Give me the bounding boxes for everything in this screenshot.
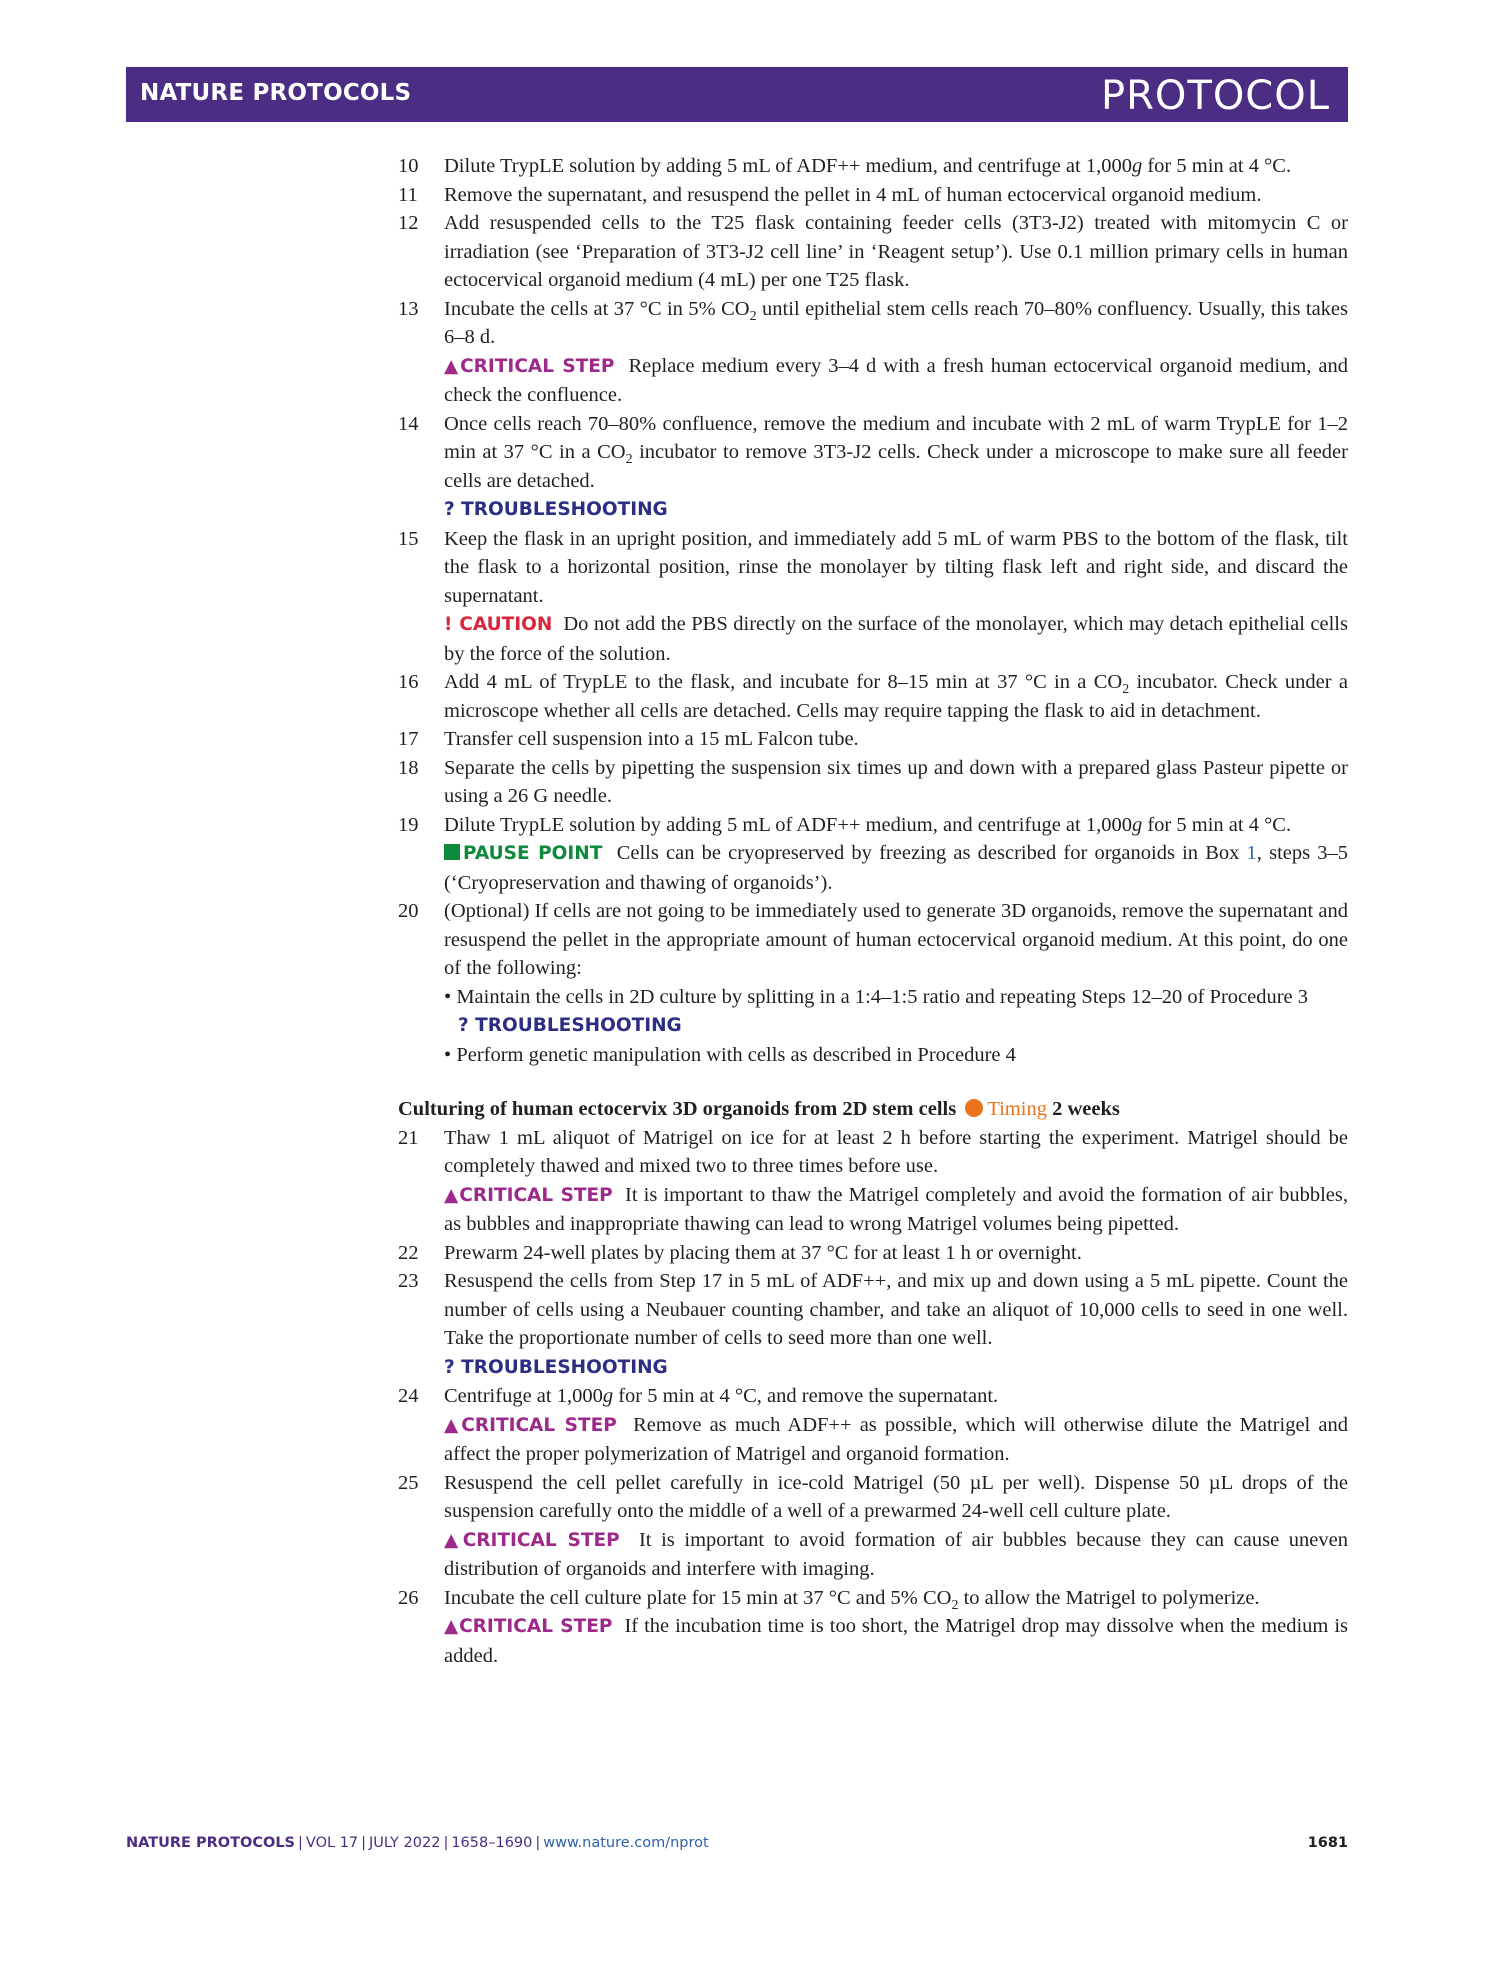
footer-volume: VOL 17: [305, 1835, 359, 1851]
critical-step-note: ▲CRITICAL STEP Replace medium every 3–4 d with a fresh human ectocervical organoid medium, and check the confluence.: [444, 354, 1349, 406]
step-14: 14 Once cells reach 70–80% confluence, remove the medium and incubate with 2 mL of warm TrypLE for 1–2 min at 37 °C in a $CO_2$ incubator to remove 3T3-J2 cells. Check under a microscope to make sure all feeder cells are detached. ? TROUBLESHOOTING: [398, 410, 1348, 525]
step-25: 25 Resuspend the cell pellet carefully in ice-cold Matrigel (50 µL per well). Dispense 50 µL drops of the suspension carefully onto the middle of a well of a prewarmed 24-well cell culture plate. ▲CRITICAL STEP It is important to avoid formation of air bubbles because they can cause uneven distribution of organoids and interfere with imaging.: [398, 1469, 1348, 1584]
journal-name: NATURE PROTOCOLS: [140, 80, 412, 106]
critical-step-label: ▲CRITICAL STEP: [444, 1414, 617, 1436]
step-number: 13: [398, 297, 419, 320]
timing-dot-icon: [965, 1099, 983, 1117]
pause-square-icon: [444, 844, 460, 860]
step-number: 21: [398, 1126, 419, 1149]
step-number: 10: [398, 155, 419, 177]
pause-point-label: PAUSE POINT: [463, 843, 603, 864]
step-24: 24 Centrifuge at 1,000g for 5 min at 4 °C, and remove the supernatant. ▲CRITICAL STEP Remove as much ADF++ as possible, which will otherwise dilute the Matrigel and affect the proper polymerization of Matrigel and organoid formation.: [398, 1382, 1348, 1469]
troubleshooting-link: [444, 1353, 1348, 1383]
step-20: 20 (Optional) If cells are not going to be immediately used to generate 3D organoids, remove the supernatant and resuspend the pellet in the appropriate amount of human ectocervical organoid medium. At this point, do one of the following: • Maintain the cells in 2D culture by splitting in a 1:4–1:5 ratio and repeating Steps 12–20 of Procedure 3 ? TROUBLESHOOTING • Perform genetic manipulation with cells as described in Procedure 4: [398, 897, 1348, 1069]
step-number: 26: [398, 1586, 419, 1609]
step-21: 21 Thaw 1 mL aliquot of Matrigel on ice for at least 2 h before starting the experiment. Matrigel should be completely thawed and mixed two to three times before use. ▲CRITICAL STEP It is important to thaw the Matrigel completely and avoid the formation of air bubbles, as bubbles and inappropriate thawing can lead to wrong Matrigel volumes being pipetted.: [398, 1124, 1348, 1239]
timing-value: 2 weeks: [1052, 1098, 1120, 1120]
step-15: 15 Keep the flask in an upright position, and immediately add 5 mL of warm PBS to the bottom of the flask, tilt the flask to a horizontal position, rinse the monolayer by tilting flask left and right side, and discard the supernatant. ! CAUTION Do not add the PBS directly on the surface of the monolayer, which may detach epithelial cells by the force of the solution.: [398, 525, 1348, 669]
section-heading: Culturing of human ectocervix 3D organoids from 2D stem cells Timing 2 weeks: [398, 1098, 1120, 1120]
step-number: 12: [398, 212, 419, 234]
footer-citation: NATURE PROTOCOLS | VOL 17 | JULY 2022 | 1658–1690 | www.nature.com/nprot: [126, 1835, 709, 1851]
pause-point-note: PAUSE POINT Cells can be cryopreserved by freezing as described for organoids in Box 1, steps 3–5 (‘Cryopreservation and thawing of organoids’).: [444, 842, 1349, 894]
step-number: 14: [398, 412, 419, 435]
step-18: 18 Separate the cells by pipetting the suspension six times up and down with a prepared glass Pasteur pipette or using a 26 G needle.: [398, 754, 1348, 811]
step-26: 26 Incubate the cell culture plate for 15 min at 37 °C and 5% $CO_2$ to allow the Matrigel to polymerize. ▲CRITICAL STEP If the incubation time is too short, the Matrigel drop may dissolve when the medium is added.: [398, 1584, 1348, 1671]
step-12: 12 Add resuspended cells to the T25 flask containing feeder cells (3T3-J2) treated with mitomycin C or irradiation (see ‘Preparation of 3T3-J2 cell line’ in ‘Reagent setup’). Use 0.1 million primary cells in human ectocervical organoid medium (4 mL) per one T25 flask.: [398, 209, 1348, 295]
critical-step-note: ▲CRITICAL STEP If the incubation time is too short, the Matrigel drop may dissolve when the medium is added.: [444, 1615, 1349, 1667]
step-number: 22: [398, 1241, 419, 1264]
step-10: 10 Dilute TrypLE solution by adding 5 mL of ADF++ medium, and centrifuge at 1,000g for 5 min at 4 °C.: [398, 152, 1348, 181]
box-reference-link[interactable]: 1: [1246, 842, 1257, 864]
step-23: 23 Resuspend the cells from Step 17 in 5 mL of ADF++, and mix up and down using a 5 mL pipette. Count the number of cells using a Neubauer counting chamber, and take an aliquot of 10,000 cells to seed in one well. Take the proportionate number of cells to seed more than one well. ? TROUBLESHOOTING: [398, 1267, 1348, 1382]
step-number: 25: [398, 1471, 419, 1494]
critical-step-label: ▲CRITICAL STEP: [444, 1616, 613, 1637]
step-number: 15: [398, 527, 419, 550]
critical-step-label: ▲CRITICAL STEP: [444, 1184, 613, 1206]
footer-journal: NATURE PROTOCOLS: [126, 1835, 296, 1851]
troubleshooting-label: ? TROUBLESHOOTING: [458, 1015, 682, 1036]
step-13: 13 Incubate the cells at 37 °C in 5% $CO_2$ until epithelial stem cells reach 70–80% confluency. Usually, this takes 6–8 d. ▲CRITICAL STEP Replace medium every 3–4 d with a fresh human ectocervical organoid medium, and check the confluence.: [398, 295, 1348, 410]
troubleshooting-link: [444, 1011, 1348, 1041]
step-number: 23: [398, 1270, 419, 1292]
critical-step-note: ▲CRITICAL STEP Remove as much ADF++ as possible, which will otherwise dilute the Matrigel and affect the proper polymerization of Matrigel and organoid formation.: [444, 1413, 1348, 1465]
article-type: PROTOCOL: [1100, 73, 1330, 119]
timing-label: Timing: [987, 1098, 1047, 1120]
step-11: 11 Remove the supernatant, and resuspend the pellet in 4 mL of human ectocervical organoid medium.: [398, 181, 1348, 210]
step-16: 16 Add 4 mL of TrypLE to the flask, and incubate for 8–15 min at 37 °C in a $CO_2$ incubator. Check under a microscope whether all cells are detached. Cells may require tapping the flask to aid in detachment.: [398, 668, 1348, 725]
step-17: 17 Transfer cell suspension into a 15 mL Falcon tube.: [398, 725, 1348, 754]
option-bullet: • Perform genetic manipulation with cells as described in Procedure 4: [444, 1043, 1016, 1066]
step-number: 18: [398, 756, 419, 779]
troubleshooting-link: [444, 495, 1348, 525]
step-number: 17: [398, 728, 419, 750]
caution-note: ! CAUTION Do not add the PBS directly on the surface of the monolayer, which may detach epithelial cells by the force of the solution.: [444, 613, 1348, 665]
critical-step-note: ▲CRITICAL STEP It is important to thaw the Matrigel completely and avoid the formation of air bubbles, as bubbles and inappropriate thawing can lead to wrong Matrigel volumes being pipetted.: [444, 1183, 1348, 1235]
footer-issue: JULY 2022: [369, 1835, 441, 1851]
step-19: 19 Dilute TrypLE solution by adding 5 mL of ADF++ medium, and centrifuge at 1,000g for 5 min at 4 °C. PAUSE POINT Cells can be cryopreserved by freezing as described for organoids in Box 1, steps 3–5 (‘Cryopreservation and thawing of organoids’).: [398, 811, 1348, 898]
footer-pages: 1658–1690: [451, 1835, 533, 1851]
critical-step-label: ▲CRITICAL STEP: [444, 355, 615, 377]
troubleshooting-label: ? TROUBLESHOOTING: [444, 1356, 668, 1378]
protocol-body: [398, 152, 1348, 1670]
step-number: 16: [398, 671, 419, 693]
step-number: 24: [398, 1385, 419, 1407]
step-22: 22 Prewarm 24-well plates by placing them at 37 °C for at least 1 h or overnight.: [398, 1239, 1348, 1268]
step-number: 20: [398, 900, 419, 922]
critical-step-note: ▲CRITICAL STEP It is important to avoid formation of air bubbles because they can cause uneven distribution of organoids and interfere with imaging.: [444, 1528, 1349, 1580]
troubleshooting-label: ? TROUBLESHOOTING: [444, 499, 668, 520]
option-bullet: • Maintain the cells in 2D culture by splitting in a 1:4–1:5 ratio and repeating Steps 12–20 of Procedure 3: [444, 985, 1309, 1008]
critical-step-label: ▲CRITICAL STEP: [444, 1529, 620, 1551]
step-number: 11: [398, 183, 418, 206]
journal-header-bar: [126, 67, 1348, 122]
page-number: 1681: [1307, 1835, 1348, 1851]
caution-label: ! CAUTION: [444, 614, 553, 635]
footer-url-link[interactable]: www.nature.com/nprot: [543, 1835, 709, 1851]
step-number: 19: [398, 813, 419, 836]
